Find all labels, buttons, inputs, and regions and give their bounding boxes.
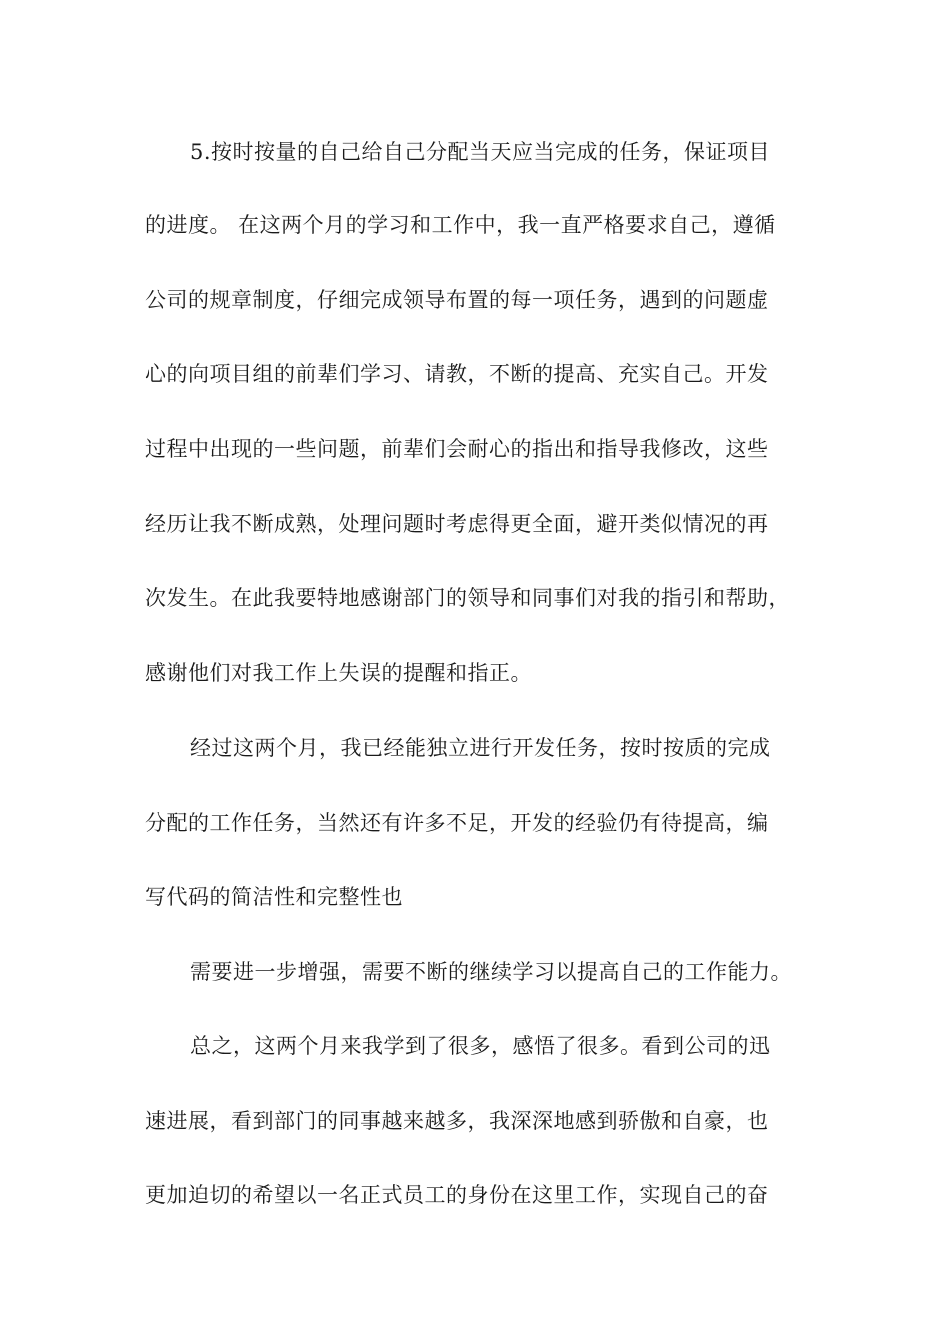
paragraph-line: 心的向项目组的前辈们学习、请教，不断的提高、充实自己。开发 [145, 362, 769, 386]
paragraph-line: 更加迫切的希望以一名正式员工的身份在这里工作，实现自己的奋 [145, 1183, 769, 1207]
paragraph-line: 感谢他们对我工作上失误的提醒和指正。 [145, 661, 532, 685]
paragraph-line: 过程中出现的一些问题，前辈们会耐心的指出和指导我修改，这些 [145, 437, 769, 461]
paragraph-line: 分配的工作任务，当然还有许多不足，开发的经验仍有待提高，编 [145, 811, 769, 835]
paragraph-line: 次发生。在此我要特地感谢部门的领导和同事们对我的指引和帮助， [145, 586, 790, 610]
paragraph-line: 的进度。 在这两个月的学习和工作中，我一直严格要求自己，遵循 [145, 213, 776, 237]
paragraph-line: 需要进一步增强，需要不断的继续学习以提高自己的工作能力。 [190, 960, 792, 984]
paragraph-line: 速进展，看到部门的同事越来越多，我深深地感到骄傲和自豪，也 [145, 1109, 769, 1133]
paragraph-line: 公司的规章制度，仔细完成领导布置的每一项任务，遇到的问题虚 [145, 288, 769, 312]
paragraph-line: 写代码的简洁性和完整性也 [145, 885, 403, 909]
paragraph-line: 经过这两个月，我已经能独立进行开发任务，按时按质的完成 [190, 736, 771, 760]
paragraph-line: 5.按时按量的自己给自己分配当天应当完成的任务，保证项目 [190, 140, 771, 164]
paragraph-line: 总之，这两个月来我学到了很多，感悟了很多。看到公司的迅 [190, 1034, 771, 1058]
paragraph-line: 经历让我不断成熟，处理问题时考虑得更全面，避开类似情况的再 [145, 512, 769, 536]
